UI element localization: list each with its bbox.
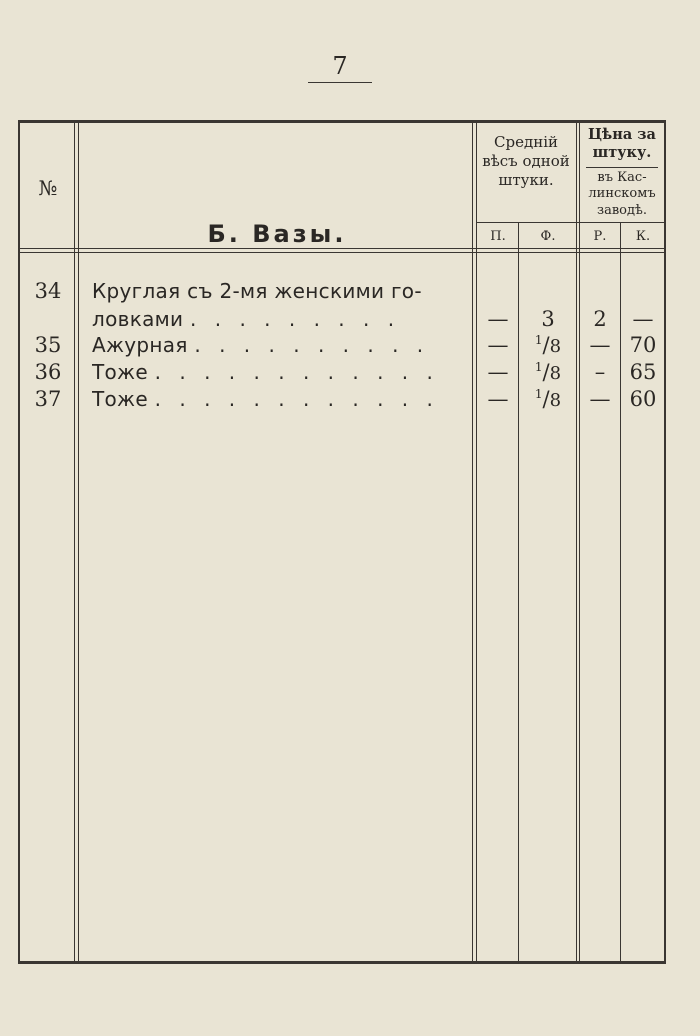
row-name-line2: ловками . . . . . . . . . (92, 307, 401, 331)
leader-dots: . . . . . . . . . (190, 307, 401, 331)
header-bottom-rule-b (18, 252, 666, 253)
price-column-header: Цѣна за штуку. (588, 126, 656, 162)
row-kop: 60 (629, 387, 657, 411)
row-name: Круглая съ 2-мя женскими го- (92, 279, 422, 303)
subheader-pud: П. (490, 229, 506, 244)
weight-column-rule-b (476, 120, 477, 964)
table-row-continuation (0, 307, 700, 334)
row-kop: — (632, 307, 654, 331)
weight-column-rule-a (472, 120, 473, 964)
header-bottom-rule-a (18, 248, 666, 249)
row-number: 36 (34, 360, 62, 384)
row-rubl: — (589, 333, 611, 357)
section-title: Б. Вазы. (207, 220, 347, 248)
page-number: 7 (332, 52, 348, 80)
table-row (0, 360, 700, 387)
table-row (0, 279, 700, 306)
row-name: Тоже . . . . . . . . . . . . (92, 387, 439, 411)
row-funt: $^1$/8 (534, 387, 562, 411)
row-pud: — (487, 387, 509, 411)
row-number: 34 (34, 279, 62, 303)
row-pud: — (487, 333, 509, 357)
row-number: 37 (34, 387, 62, 411)
row-rubl: 2 (593, 307, 607, 331)
subheader-funt: Ф. (540, 229, 556, 244)
num-column-rule-b (78, 120, 79, 964)
subheader-kop: К. (635, 229, 651, 244)
table-right-border (664, 120, 666, 964)
price-column-subheader: въ Кас- линскомъ заводѣ. (588, 170, 656, 218)
row-rubl: — (589, 387, 611, 411)
table-bottom-border (18, 961, 666, 964)
price-column-rule-b (579, 120, 580, 964)
row-number: 35 (34, 333, 62, 357)
price-header-rule (586, 167, 658, 168)
row-kop: 65 (629, 360, 657, 384)
table-row (0, 387, 700, 414)
row-pud: — (487, 307, 509, 331)
leader-dots: . . . . . . . . . . . . (154, 387, 439, 411)
row-funt: 3 (541, 307, 555, 331)
price-column-rule-a (576, 120, 577, 964)
leader-dots: . . . . . . . . . . . . (154, 360, 439, 384)
num-column-rule-a (74, 120, 75, 964)
row-funt: $^1$/8 (534, 333, 562, 357)
row-kop: 70 (629, 333, 657, 357)
table-top-border (18, 120, 666, 123)
subheader-top-rule (476, 222, 666, 223)
subheader-rubl: Р. (593, 229, 607, 244)
row-name: Ажурная . . . . . . . . . . (92, 333, 430, 357)
weight-column-header: Средній вѣсъ одной штуки. (482, 133, 570, 189)
table-left-border (18, 120, 20, 964)
leader-dots: . . . . . . . . . . (194, 333, 430, 357)
table-row (0, 333, 700, 360)
row-rubl: – (594, 360, 606, 384)
row-funt: $^1$/8 (534, 360, 562, 384)
row-pud: — (487, 360, 509, 384)
row-name: Тоже . . . . . . . . . . . . (92, 360, 439, 384)
number-column-header: № (38, 176, 58, 200)
